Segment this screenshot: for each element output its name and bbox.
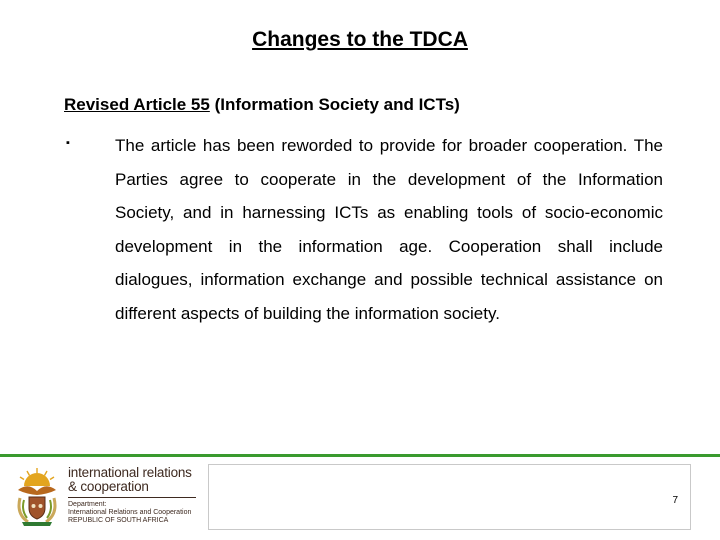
department-logo (10, 464, 196, 528)
brand-block (68, 466, 196, 525)
footer-page-box (208, 464, 691, 530)
brand-line-2: & cooperation (68, 479, 149, 494)
bullet-text: The article has been reworded to provide for broader cooperation. The Parties agree to cooperate in the development of the Information Society, and in harnessing ICTs as enabling tools of socio‑economic development in the information age. Cooperation shall include dialogues, information exchange and possible technical assistance on different aspects of building the information society. (115, 136, 663, 323)
bullet-marker: ▪ (66, 137, 70, 149)
footer-divider (0, 454, 720, 457)
brand-line-1: international relations (68, 465, 192, 480)
coat-of-arms-icon (10, 464, 64, 528)
slide-subtitle (64, 95, 460, 115)
department-label: Department: (68, 501, 107, 508)
brand-separator (68, 497, 196, 498)
page-number: 7 (672, 495, 678, 506)
country-name: REPUBLIC OF SOUTH AFRICA (68, 517, 169, 524)
subtitle-article: Revised Article 55 (64, 95, 210, 114)
department-name: International Relations and Cooperation (68, 509, 192, 516)
slide-title: Changes to the TDCA (252, 28, 468, 51)
subtitle-topic: (Information Society and ICTs) (209, 95, 460, 114)
